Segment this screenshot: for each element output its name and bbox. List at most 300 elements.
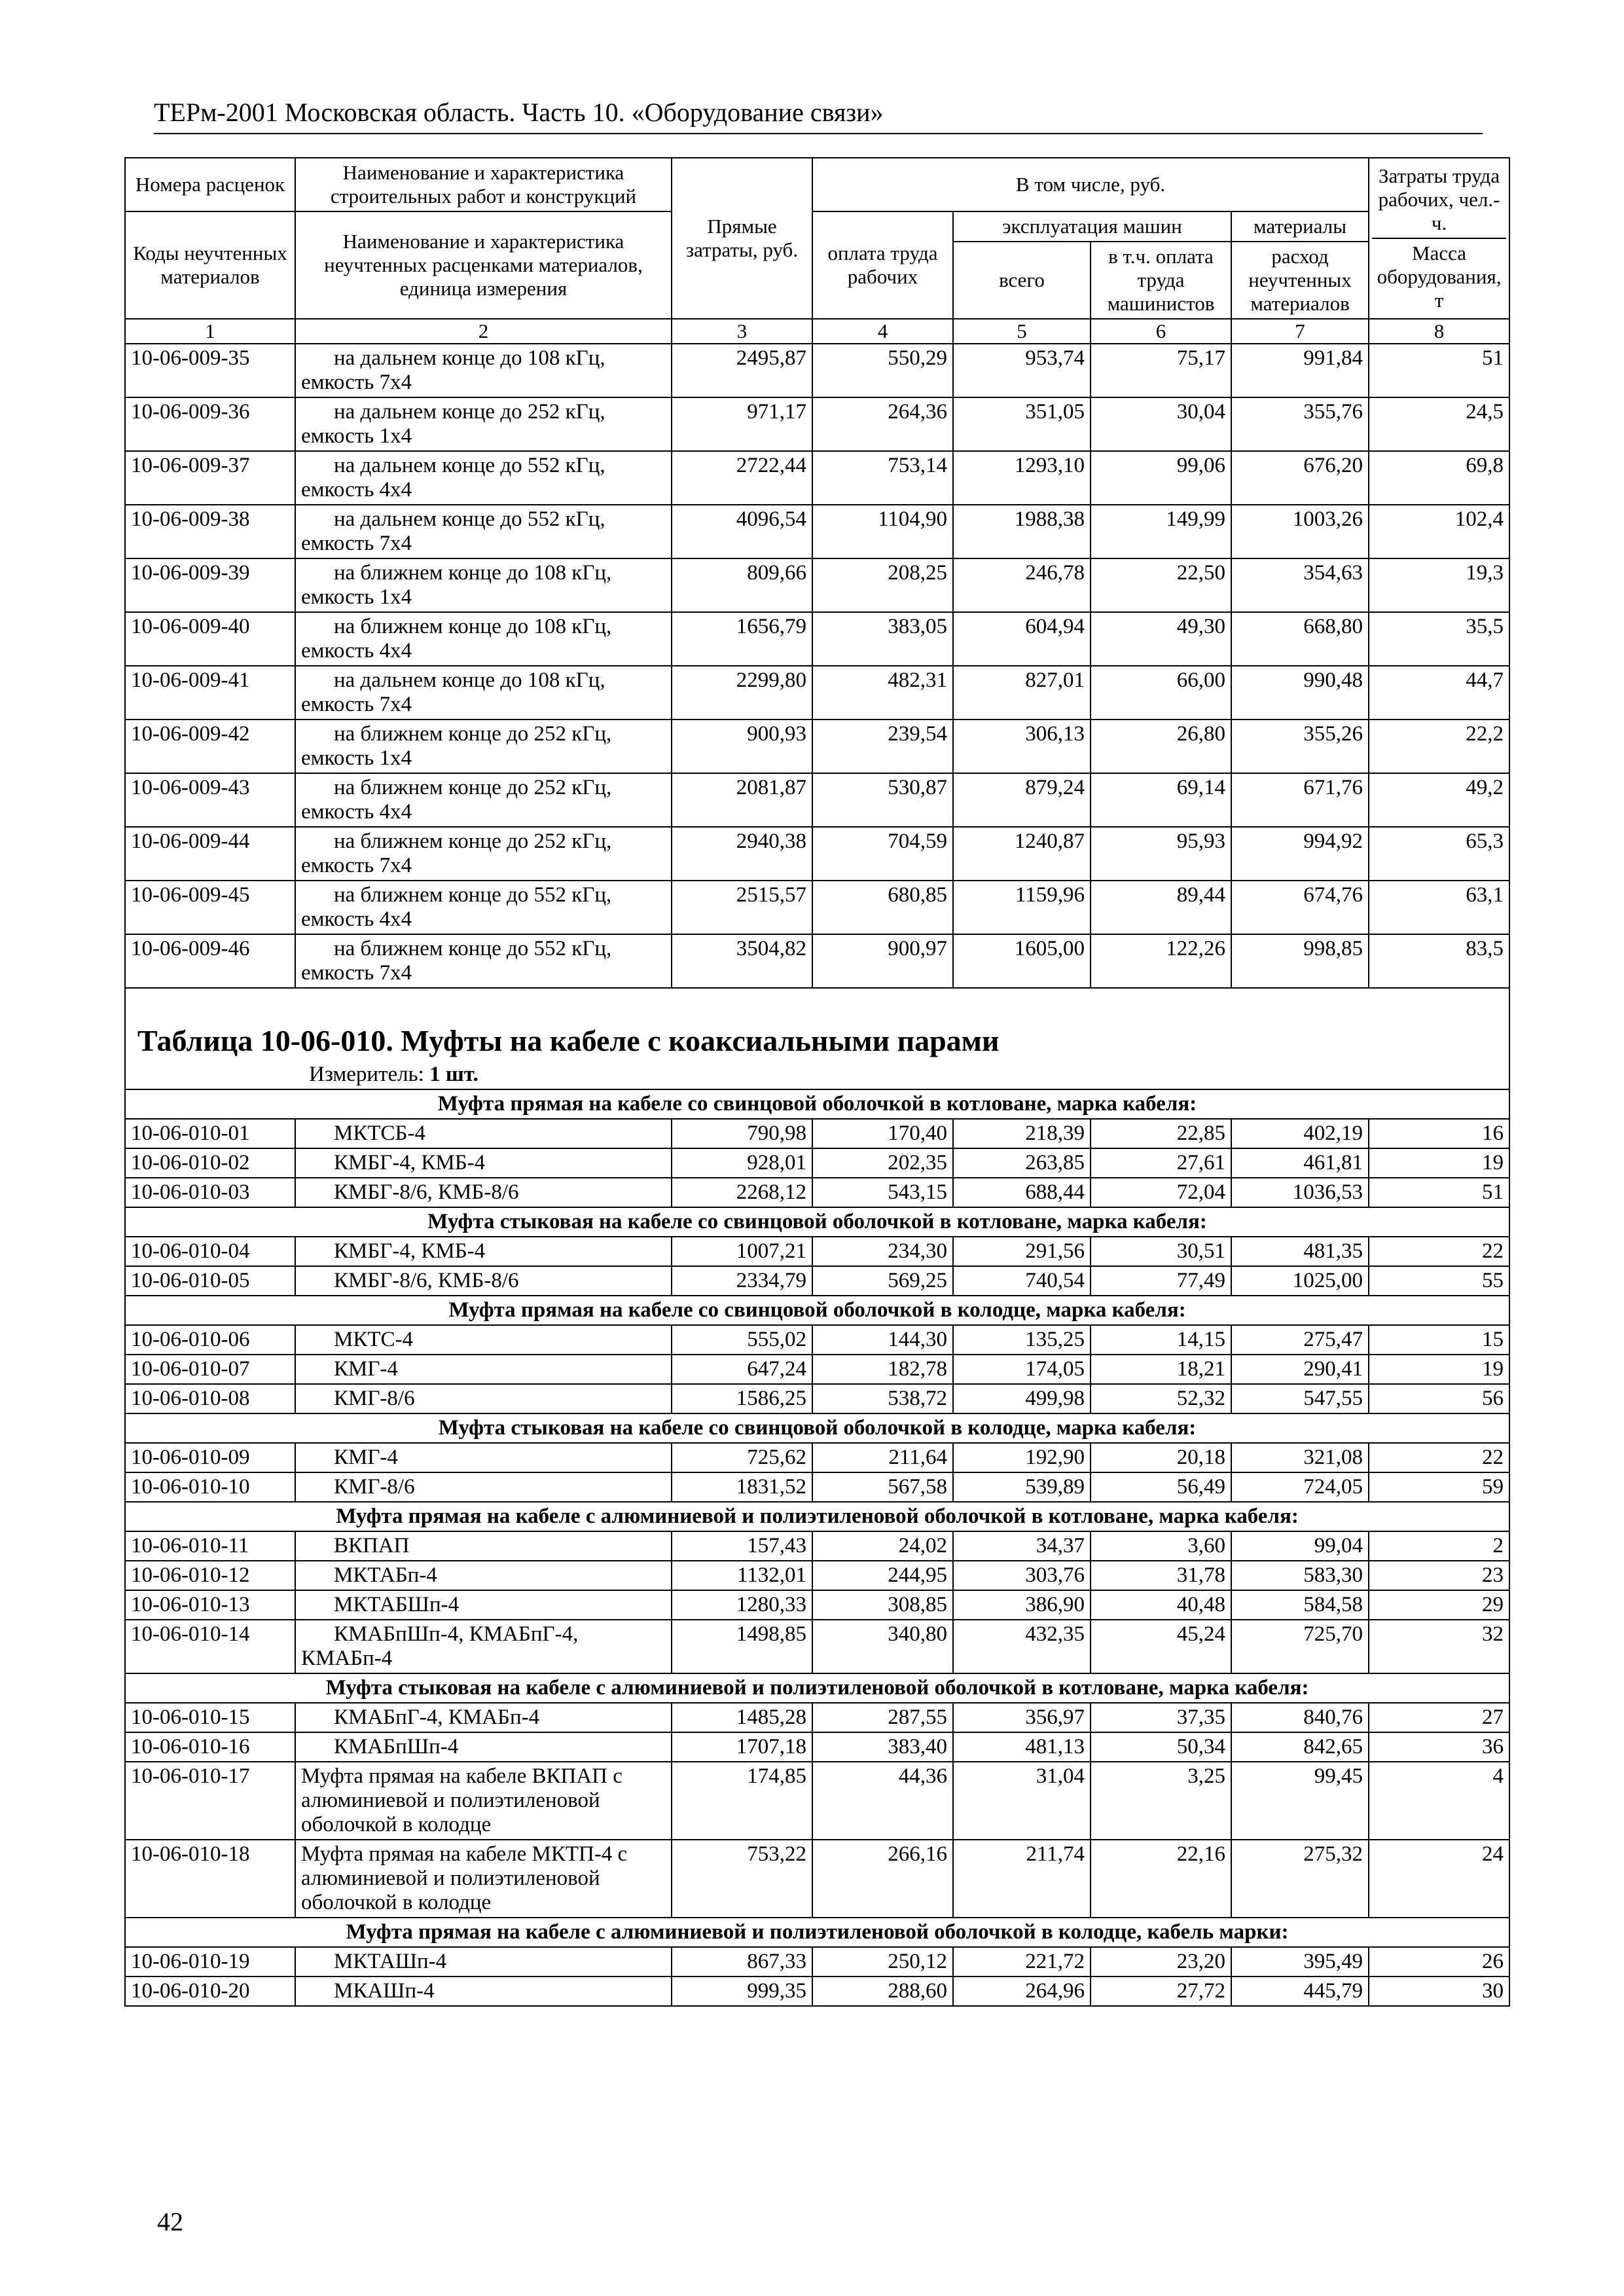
machinists-pay: 77,49 (1091, 1266, 1231, 1296)
rate-name: на дальнем конце до 552 кГц, емкость 7х4 (295, 505, 672, 558)
rates-table (124, 157, 1510, 2007)
machines-total: 291,56 (953, 1237, 1091, 1266)
labor-hours: 65,3 (1369, 827, 1509, 881)
table-row (125, 1355, 1509, 1384)
rate-code: 10-06-010-08 (125, 1384, 295, 1413)
machines-total: 740,54 (953, 1266, 1091, 1296)
labor-pay: 202,35 (812, 1148, 953, 1178)
direct-costs: 867,33 (672, 1947, 812, 1977)
machines-total: 263,85 (953, 1148, 1091, 1178)
labor-pay: 287,55 (812, 1703, 953, 1732)
materials: 355,26 (1231, 720, 1369, 773)
machines-total: 1605,00 (953, 934, 1091, 988)
rate-code: 10-06-010-10 (125, 1472, 295, 1502)
rate-code: 10-06-010-12 (125, 1561, 295, 1590)
machinists-pay: 3,25 (1091, 1762, 1231, 1840)
table-row (125, 1119, 1509, 1148)
table-body-sections (125, 1089, 1509, 2006)
machinists-pay: 14,15 (1091, 1325, 1231, 1355)
labor-hours: 32 (1369, 1620, 1509, 1673)
rate-name: на ближнем конце до 108 кГц, емкость 1х4 (295, 558, 672, 612)
machines-total: 356,97 (953, 1703, 1091, 1732)
rate-code: 10-06-010-02 (125, 1148, 295, 1178)
labor-pay: 530,87 (812, 773, 953, 827)
rate-name: на дальнем конце до 252 кГц, емкость 1х4 (295, 397, 672, 451)
machinists-pay: 72,04 (1091, 1178, 1231, 1207)
rate-code: 10-06-009-38 (125, 505, 295, 558)
page-header (154, 97, 1483, 134)
materials: 994,92 (1231, 827, 1369, 881)
machines-total: 499,98 (953, 1384, 1091, 1413)
section-title: Муфта стыковая на кабеле со свинцовой оболочкой в котловане, марка кабеля: (125, 1207, 1509, 1237)
machinists-pay: 27,72 (1091, 1977, 1231, 2006)
table-row (125, 1947, 1509, 1977)
labor-hours: 4 (1369, 1762, 1509, 1840)
section-header-row (125, 1673, 1509, 1703)
labor-hours: 55 (1369, 1266, 1509, 1296)
rate-code: 10-06-010-03 (125, 1178, 295, 1207)
direct-costs: 1586,25 (672, 1384, 812, 1413)
rate-name: КМАБпШп-4, КМАБпГ-4, КМАБп-4 (295, 1620, 672, 1673)
table-row (125, 1977, 1509, 2006)
rate-code: 10-06-010-11 (125, 1531, 295, 1561)
rate-name: КМБГ-4, КМБ-4 (295, 1148, 672, 1178)
th-vtch: в т.ч. оплата труда машинистов (1091, 242, 1231, 319)
table-row (125, 1703, 1509, 1732)
rate-code: 10-06-010-04 (125, 1237, 295, 1266)
th-zatraty-massa (1369, 158, 1509, 319)
machinists-pay: 75,17 (1091, 344, 1231, 397)
materials: 991,84 (1231, 344, 1369, 397)
labor-hours: 83,5 (1369, 934, 1509, 988)
rate-name: КМБГ-4, КМБ-4 (295, 1237, 672, 1266)
rate-name: КМГ-8/6 (295, 1384, 672, 1413)
machines-total: 481,13 (953, 1732, 1091, 1762)
machinists-pay: 69,14 (1091, 773, 1231, 827)
rate-code: 10-06-009-46 (125, 934, 295, 988)
labor-hours: 49,2 (1369, 773, 1509, 827)
direct-costs: 999,35 (672, 1977, 812, 2006)
table-row (125, 1237, 1509, 1266)
machinists-pay: 30,04 (1091, 397, 1231, 451)
table-body-top (125, 344, 1509, 988)
labor-hours: 35,5 (1369, 612, 1509, 666)
labor-hours: 30 (1369, 1977, 1509, 2006)
materials: 584,58 (1231, 1590, 1369, 1620)
labor-hours: 15 (1369, 1325, 1509, 1355)
rate-name: на дальнем конце до 552 кГц, емкость 4х4 (295, 451, 672, 505)
column-number-row (125, 319, 1509, 344)
materials: 724,05 (1231, 1472, 1369, 1502)
machinists-pay: 20,18 (1091, 1443, 1231, 1472)
labor-pay: 24,02 (812, 1531, 953, 1561)
labor-pay: 208,25 (812, 558, 953, 612)
table-row (125, 1472, 1509, 1502)
labor-hours: 19 (1369, 1355, 1509, 1384)
th-zatraty: Затраты труда рабочих, чел.-ч. (1378, 164, 1500, 234)
section-header-row (125, 1296, 1509, 1325)
rate-code: 10-06-009-41 (125, 666, 295, 720)
rate-name: на ближнем конце до 552 кГц, емкость 7х4 (295, 934, 672, 988)
machinists-pay: 26,80 (1091, 720, 1231, 773)
machines-total: 604,94 (953, 612, 1091, 666)
rate-code: 10-06-009-43 (125, 773, 295, 827)
rate-code: 10-06-009-37 (125, 451, 295, 505)
machinists-pay: 56,49 (1091, 1472, 1231, 1502)
table-row (125, 827, 1509, 881)
machines-total: 211,74 (953, 1840, 1091, 1918)
materials: 395,49 (1231, 1947, 1369, 1977)
section-header-row (125, 1413, 1509, 1443)
machines-total: 218,39 (953, 1119, 1091, 1148)
column-number: 3 (672, 319, 812, 344)
materials: 402,19 (1231, 1119, 1369, 1148)
machinists-pay: 89,44 (1091, 881, 1231, 934)
machinists-pay: 149,99 (1091, 505, 1231, 558)
labor-pay: 239,54 (812, 720, 953, 773)
table-row (125, 1561, 1509, 1590)
machinists-pay: 23,20 (1091, 1947, 1231, 1977)
labor-pay: 1104,90 (812, 505, 953, 558)
labor-hours: 16 (1369, 1119, 1509, 1148)
labor-pay: 340,80 (812, 1620, 953, 1673)
machinists-pay: 95,93 (1091, 827, 1231, 881)
direct-costs: 2268,12 (672, 1178, 812, 1207)
column-number: 6 (1091, 319, 1231, 344)
labor-pay: 44,36 (812, 1762, 953, 1840)
labor-pay: 543,15 (812, 1178, 953, 1207)
rate-code: 10-06-010-01 (125, 1119, 295, 1148)
machines-total: 192,90 (953, 1443, 1091, 1472)
rate-name: КМГ-4 (295, 1355, 672, 1384)
direct-costs: 174,85 (672, 1762, 812, 1840)
table-row (125, 720, 1509, 773)
direct-costs: 1498,85 (672, 1620, 812, 1673)
labor-hours: 27 (1369, 1703, 1509, 1732)
section-title: Муфта прямая на кабеле со свинцовой оболочкой в котловане, марка кабеля: (125, 1089, 1509, 1119)
th-naimen-neuchtennyh: Наименование и характеристика неучтенных расценками материалов, единица измерения (295, 211, 672, 319)
machines-total: 827,01 (953, 666, 1091, 720)
rate-code: 10-06-010-05 (125, 1266, 295, 1296)
column-number: 5 (953, 319, 1091, 344)
machines-total: 1293,10 (953, 451, 1091, 505)
machinists-pay: 18,21 (1091, 1355, 1231, 1384)
labor-pay: 482,31 (812, 666, 953, 720)
machinists-pay: 66,00 (1091, 666, 1231, 720)
labor-hours: 26 (1369, 1947, 1509, 1977)
table-row (125, 934, 1509, 988)
table-row (125, 1148, 1509, 1178)
column-number: 7 (1231, 319, 1369, 344)
direct-costs: 1132,01 (672, 1561, 812, 1590)
rate-name: МКТАБШп-4 (295, 1590, 672, 1620)
machinists-pay: 3,60 (1091, 1531, 1231, 1561)
labor-pay: 900,97 (812, 934, 953, 988)
rate-name: ВКПАП (295, 1531, 672, 1561)
machinists-pay: 52,32 (1091, 1384, 1231, 1413)
table-row (125, 612, 1509, 666)
rate-code: 10-06-009-45 (125, 881, 295, 934)
machinists-pay: 50,34 (1091, 1732, 1231, 1762)
th-v-tom-chisle: В том числе, руб. (812, 158, 1369, 211)
materials: 445,79 (1231, 1977, 1369, 2006)
section-header-row (125, 1089, 1509, 1119)
rate-name: на ближнем конце до 552 кГц, емкость 4х4 (295, 881, 672, 934)
materials: 275,47 (1231, 1325, 1369, 1355)
table-row (125, 666, 1509, 720)
labor-hours: 56 (1369, 1384, 1509, 1413)
labor-pay: 538,72 (812, 1384, 953, 1413)
section-header-row (125, 1207, 1509, 1237)
rate-name: на дальнем конце до 108 кГц, емкость 7х4 (295, 344, 672, 397)
materials: 275,32 (1231, 1840, 1369, 1918)
section-title: Муфта прямая на кабеле со свинцовой оболочкой в колодце, марка кабеля: (125, 1296, 1509, 1325)
table-gap (125, 988, 1509, 1021)
table-row (125, 1620, 1509, 1673)
labor-hours: 102,4 (1369, 505, 1509, 558)
table-row (125, 881, 1509, 934)
machines-total: 221,72 (953, 1947, 1091, 1977)
th-vsego: всего (953, 242, 1091, 319)
machines-total: 879,24 (953, 773, 1091, 827)
labor-pay: 211,64 (812, 1443, 953, 1472)
machinists-pay: 122,26 (1091, 934, 1231, 988)
table-row (125, 773, 1509, 827)
th-naimenovanie: Наименование и характеристика строительных работ и конструкций (295, 158, 672, 211)
table-row (125, 451, 1509, 505)
rate-name: на дальнем конце до 108 кГц, емкость 7х4 (295, 666, 672, 720)
direct-costs: 2722,44 (672, 451, 812, 505)
table2-title: Таблица 10-06-010. Муфты на кабеле с коаксиальными парами (125, 1021, 1509, 1061)
machinists-pay: 22,16 (1091, 1840, 1231, 1918)
machinists-pay: 22,50 (1091, 558, 1231, 612)
rate-name: МКТСБ-4 (295, 1119, 672, 1148)
column-number: 1 (125, 319, 295, 344)
labor-pay: 567,58 (812, 1472, 953, 1502)
labor-hours: 2 (1369, 1531, 1509, 1561)
table-row (125, 397, 1509, 451)
machinists-pay: 45,24 (1091, 1620, 1231, 1673)
direct-costs: 3504,82 (672, 934, 812, 988)
materials: 583,30 (1231, 1561, 1369, 1590)
materials: 840,76 (1231, 1703, 1369, 1732)
materials: 290,41 (1231, 1355, 1369, 1384)
materials: 354,63 (1231, 558, 1369, 612)
materials: 842,65 (1231, 1732, 1369, 1762)
direct-costs: 647,24 (672, 1355, 812, 1384)
table-row (125, 344, 1509, 397)
rate-name: МКТАШп-4 (295, 1947, 672, 1977)
rate-code: 10-06-009-39 (125, 558, 295, 612)
labor-hours: 69,8 (1369, 451, 1509, 505)
machines-total: 1159,96 (953, 881, 1091, 934)
labor-pay: 308,85 (812, 1590, 953, 1620)
table-head (125, 158, 1509, 344)
rate-name: МКТС-4 (295, 1325, 672, 1355)
direct-costs: 555,02 (672, 1325, 812, 1355)
table-row (125, 1732, 1509, 1762)
direct-costs: 2495,87 (672, 344, 812, 397)
rate-code: 10-06-010-20 (125, 1977, 295, 2006)
rate-name: на ближнем конце до 252 кГц, емкость 7х4 (295, 827, 672, 881)
labor-pay: 704,59 (812, 827, 953, 881)
labor-pay: 234,30 (812, 1237, 953, 1266)
labor-pay: 753,14 (812, 451, 953, 505)
rate-name: Муфта прямая на кабеле ВКПАП с алюминиевой и полиэтиленовой оболочкой в колодце (295, 1762, 672, 1840)
section-title: Муфта прямая на кабеле с алюминиевой и полиэтиленовой оболочкой в колодце, кабель марки: (125, 1918, 1509, 1947)
machines-total: 303,76 (953, 1561, 1091, 1590)
th-massa: Масса оборудования, т (1372, 238, 1506, 312)
section-title: Муфта стыковая на кабеле со свинцовой оболочкой в колодце, марка кабеля: (125, 1413, 1509, 1443)
th-kody: Коды неучтенных материалов (125, 211, 295, 319)
labor-pay: 244,95 (812, 1561, 953, 1590)
materials: 1025,00 (1231, 1266, 1369, 1296)
machines-total: 246,78 (953, 558, 1091, 612)
rate-name: КМАБпШп-4 (295, 1732, 672, 1762)
column-number: 2 (295, 319, 672, 344)
materials: 671,76 (1231, 773, 1369, 827)
materials: 547,55 (1231, 1384, 1369, 1413)
materials: 990,48 (1231, 666, 1369, 720)
labor-hours: 29 (1369, 1590, 1509, 1620)
th-pryamye: Прямые затраты, руб. (672, 158, 812, 319)
direct-costs: 790,98 (672, 1119, 812, 1148)
machines-total: 351,05 (953, 397, 1091, 451)
direct-costs: 1485,28 (672, 1703, 812, 1732)
rate-code: 10-06-009-35 (125, 344, 295, 397)
materials: 674,76 (1231, 881, 1369, 934)
labor-pay: 170,40 (812, 1119, 953, 1148)
table-row (125, 1840, 1509, 1918)
th-materialy: материалы (1231, 211, 1369, 242)
rate-name: КМГ-8/6 (295, 1472, 672, 1502)
materials: 355,76 (1231, 397, 1369, 451)
table2-measure (125, 1061, 1509, 1089)
labor-hours: 22 (1369, 1443, 1509, 1472)
direct-costs: 1656,79 (672, 612, 812, 666)
rate-code: 10-06-009-44 (125, 827, 295, 881)
labor-hours: 24,5 (1369, 397, 1509, 451)
machines-total: 432,35 (953, 1620, 1091, 1673)
labor-pay: 383,40 (812, 1732, 953, 1762)
materials: 99,04 (1231, 1531, 1369, 1561)
labor-pay: 250,12 (812, 1947, 953, 1977)
column-number: 4 (812, 319, 953, 344)
materials: 668,80 (1231, 612, 1369, 666)
direct-costs: 1707,18 (672, 1732, 812, 1762)
direct-costs: 2081,87 (672, 773, 812, 827)
rate-code: 10-06-009-36 (125, 397, 295, 451)
rate-code: 10-06-010-06 (125, 1325, 295, 1355)
machinists-pay: 99,06 (1091, 451, 1231, 505)
labor-pay: 680,85 (812, 881, 953, 934)
machines-total: 31,04 (953, 1762, 1091, 1840)
materials: 676,20 (1231, 451, 1369, 505)
labor-pay: 182,78 (812, 1355, 953, 1384)
labor-pay: 550,29 (812, 344, 953, 397)
table-row (125, 1762, 1509, 1840)
th-oplata: оплата труда рабочих (812, 211, 953, 319)
direct-costs: 2299,80 (672, 666, 812, 720)
machines-total: 1988,38 (953, 505, 1091, 558)
labor-hours: 51 (1369, 344, 1509, 397)
machines-total: 264,96 (953, 1977, 1091, 2006)
header-title: ТЕРм-2001 Московская область. Часть 10. «Оборудование связи» (154, 98, 884, 127)
materials: 481,35 (1231, 1237, 1369, 1266)
direct-costs: 2940,38 (672, 827, 812, 881)
rate-code: 10-06-010-17 (125, 1762, 295, 1840)
machinists-pay: 30,51 (1091, 1237, 1231, 1266)
rate-code: 10-06-010-13 (125, 1590, 295, 1620)
rate-code: 10-06-010-15 (125, 1703, 295, 1732)
labor-hours: 59 (1369, 1472, 1509, 1502)
table-row (125, 1325, 1509, 1355)
labor-hours: 63,1 (1369, 881, 1509, 934)
direct-costs: 157,43 (672, 1531, 812, 1561)
labor-hours: 19 (1369, 1148, 1509, 1178)
measure-label: Измеритель: (309, 1063, 424, 1086)
table-row (125, 558, 1509, 612)
labor-pay: 266,16 (812, 1840, 953, 1918)
labor-hours: 22 (1369, 1237, 1509, 1266)
rate-code: 10-06-010-07 (125, 1355, 295, 1384)
materials: 321,08 (1231, 1443, 1369, 1472)
th-ekspluatacia: эксплуатация машин (953, 211, 1231, 242)
table-row (125, 1384, 1509, 1413)
table-row (125, 1443, 1509, 1472)
rate-name: на ближнем конце до 252 кГц, емкость 4х4 (295, 773, 672, 827)
materials: 1003,26 (1231, 505, 1369, 558)
rate-name: Муфта прямая на кабеле МКТП-4 с алюминиевой и полиэтиленовой оболочкой в колодце (295, 1840, 672, 1918)
labor-hours: 51 (1369, 1178, 1509, 1207)
th-rashod: расход неучтенных материалов (1231, 242, 1369, 319)
labor-hours: 19,3 (1369, 558, 1509, 612)
table2-heading (125, 988, 1509, 1089)
direct-costs: 1007,21 (672, 1237, 812, 1266)
table-row (125, 1590, 1509, 1620)
direct-costs: 753,22 (672, 1840, 812, 1918)
rate-name: на ближнем конце до 108 кГц, емкость 4х4 (295, 612, 672, 666)
materials: 99,45 (1231, 1762, 1369, 1840)
rate-code: 10-06-009-40 (125, 612, 295, 666)
machinists-pay: 31,78 (1091, 1561, 1231, 1590)
direct-costs: 900,93 (672, 720, 812, 773)
direct-costs: 2334,79 (672, 1266, 812, 1296)
rate-name: КМБГ-8/6, КМБ-8/6 (295, 1266, 672, 1296)
labor-pay: 264,36 (812, 397, 953, 451)
labor-hours: 44,7 (1369, 666, 1509, 720)
machinists-pay: 22,85 (1091, 1119, 1231, 1148)
materials: 998,85 (1231, 934, 1369, 988)
rate-code: 10-06-010-19 (125, 1947, 295, 1977)
direct-costs: 2515,57 (672, 881, 812, 934)
th-nomera: Номера расценок (125, 158, 295, 211)
direct-costs: 971,17 (672, 397, 812, 451)
machinists-pay: 40,48 (1091, 1590, 1231, 1620)
rate-name: МКТАБп-4 (295, 1561, 672, 1590)
labor-hours: 24 (1369, 1840, 1509, 1918)
section-title: Муфта прямая на кабеле с алюминиевой и полиэтиленовой оболочкой в котловане, марка кабеля: (125, 1502, 1509, 1531)
machines-total: 306,13 (953, 720, 1091, 773)
table-row (125, 1266, 1509, 1296)
rate-code: 10-06-010-09 (125, 1443, 295, 1472)
rate-name: КМГ-4 (295, 1443, 672, 1472)
machines-total: 1240,87 (953, 827, 1091, 881)
direct-costs: 1831,52 (672, 1472, 812, 1502)
machines-total: 174,05 (953, 1355, 1091, 1384)
table-row (125, 505, 1509, 558)
rate-name: КМАБпГ-4, КМАБп-4 (295, 1703, 672, 1732)
